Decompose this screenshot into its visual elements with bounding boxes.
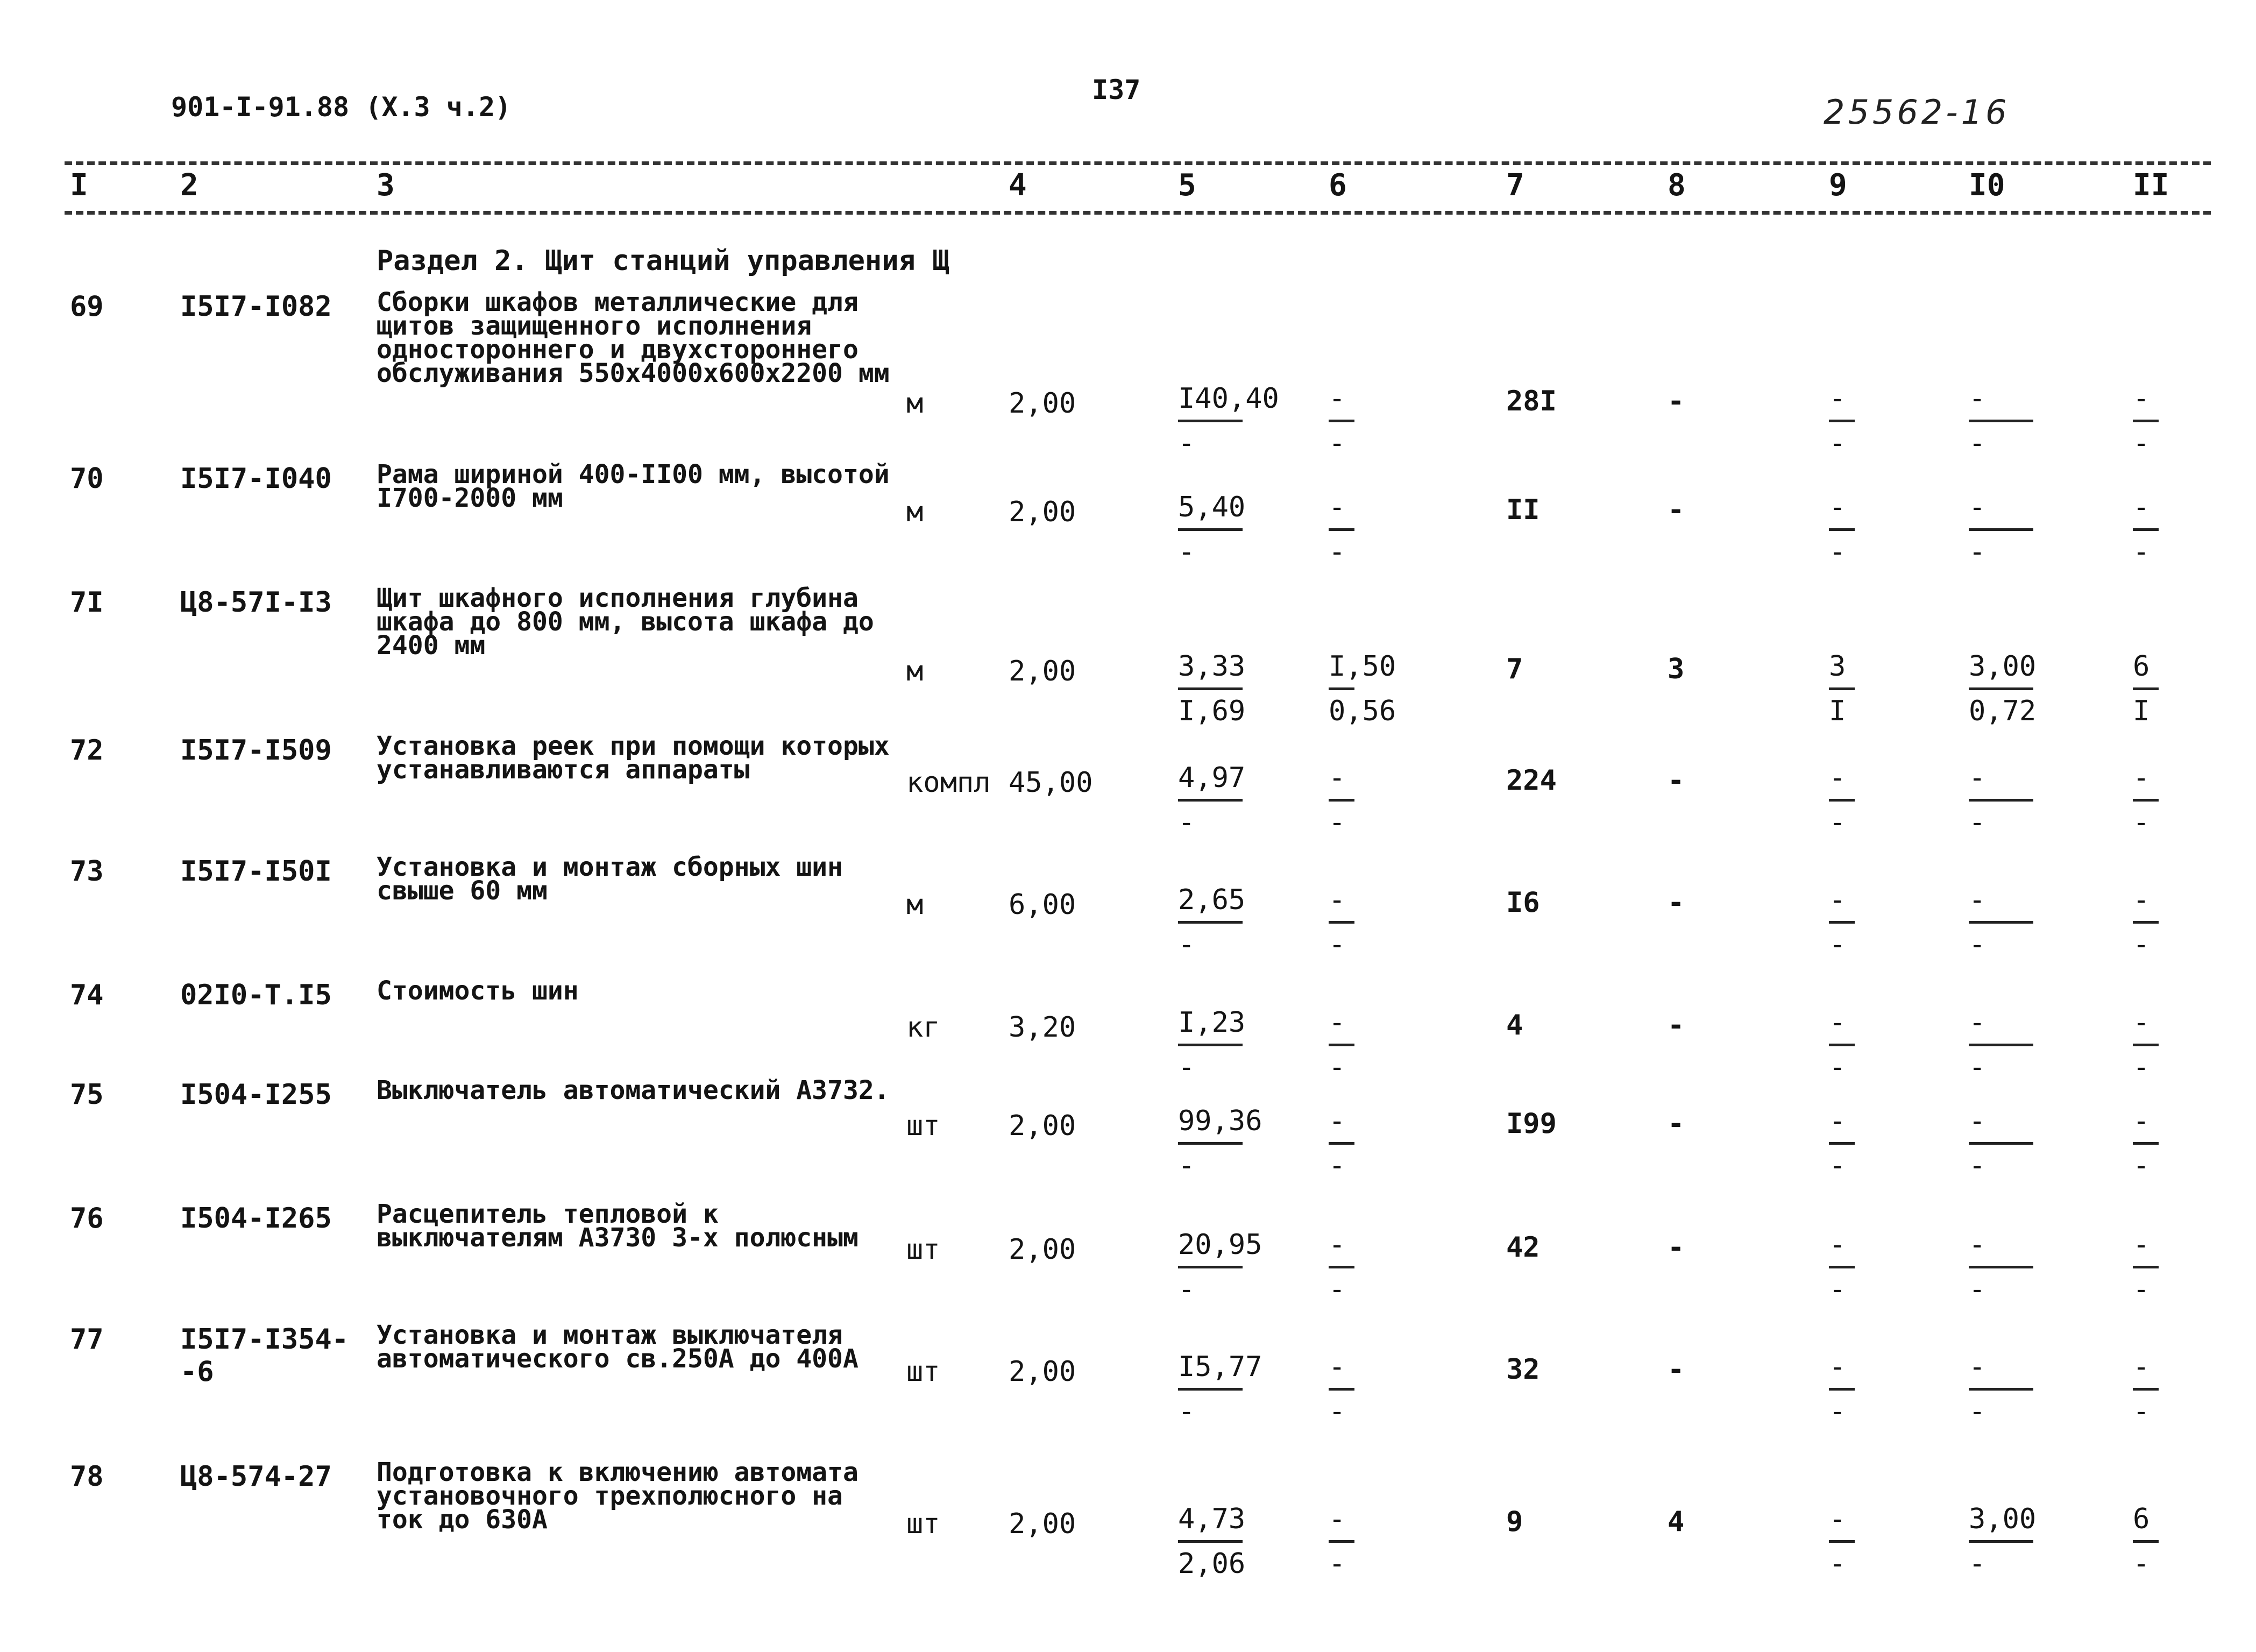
quantity: 2,00	[1009, 1508, 1076, 1540]
section-title: Раздел 2. Щит станций управления Щ	[377, 245, 949, 277]
fraction-numerator: -	[1969, 1351, 1986, 1383]
fraction-bar	[1829, 687, 1855, 690]
fraction-bar	[1329, 528, 1354, 531]
cell-col-7: 32	[1506, 1353, 1540, 1386]
fraction-numerator: 4,73	[1178, 1503, 1246, 1535]
fraction-denominator: -	[1969, 1395, 1986, 1428]
fraction-bar	[1329, 1266, 1354, 1268]
fraction-denominator: -	[1969, 1150, 1986, 1182]
position-number: 7I	[70, 586, 104, 619]
cell-col-7: 7	[1506, 653, 1523, 685]
fraction-denominator: -	[2133, 1273, 2150, 1306]
cell-col-7: I6	[1506, 887, 1540, 919]
work-description: Расцепитель тепловой к выключателям А3730 3-х полюсным	[377, 1199, 859, 1253]
fraction-numerator: -	[1829, 382, 1846, 415]
fraction-bar	[1329, 420, 1354, 422]
fraction-numerator: I5,77	[1178, 1351, 1262, 1383]
quantity: 2,00	[1009, 1356, 1076, 1388]
quantity: 2,00	[1009, 387, 1076, 420]
fraction-bar	[1329, 921, 1354, 924]
fraction-bar	[1829, 1142, 1855, 1145]
fraction-denominator: -	[1829, 1273, 1846, 1306]
fraction-denominator: -	[1969, 928, 1986, 961]
fraction-denominator: 0,56	[1329, 695, 1396, 727]
unit-of-measure: шт	[906, 1233, 940, 1266]
fraction-bar	[1969, 799, 2033, 802]
fraction-denominator: -	[1829, 806, 1846, 839]
cell-col-7: I99	[1506, 1108, 1557, 1140]
cell-col-8: -	[1668, 887, 1685, 919]
fraction-bar	[1969, 1044, 2033, 1046]
fraction-bar	[2133, 1142, 2159, 1145]
fraction-bar	[1178, 1044, 1243, 1046]
fraction-bar	[1969, 528, 2033, 531]
unit-of-measure: м	[906, 387, 924, 420]
fraction-bar	[2133, 1044, 2159, 1046]
work-description: Стоимость шин	[377, 976, 579, 1006]
fraction-cell-c10	[1969, 1502, 2076, 1580]
fraction-numerator: -	[1829, 1503, 1846, 1535]
cell-col-8: -	[1668, 1231, 1685, 1264]
fraction-denominator: -	[1969, 806, 1986, 839]
fraction-cell-c5	[1178, 883, 1286, 961]
fraction-numerator: -	[1969, 762, 1986, 794]
rate-code: 02I0-Т.I5	[180, 979, 332, 1011]
cell-col-8: 3	[1668, 653, 1685, 685]
fraction-cell-c9	[1829, 1006, 1936, 1084]
archive-number: 25562-16	[1824, 93, 2010, 132]
fraction-denominator: -	[1829, 427, 1846, 459]
fraction-numerator: 3,33	[1178, 650, 1246, 683]
work-description: Установка реек при помощи которых устанавливаются аппараты	[377, 731, 890, 785]
fraction-cell-c10	[1969, 491, 2076, 569]
fraction-cell-c10	[1969, 1350, 2076, 1428]
fraction-bar	[1178, 1142, 1243, 1145]
rate-code: I5I7-I082	[180, 290, 332, 323]
fraction-numerator: 6	[2133, 650, 2150, 683]
fraction-cell-c9	[1829, 761, 1936, 839]
cell-col-7: 224	[1506, 764, 1557, 797]
fraction-numerator: -	[1829, 1105, 1846, 1137]
doc-code: 901-I-91.88 (X.3 ч.2)	[171, 91, 512, 123]
column-number: 7	[1506, 168, 1524, 203]
fraction-denominator: I	[2133, 695, 2150, 727]
position-number: 78	[70, 1460, 104, 1493]
fraction-denominator: I,69	[1178, 695, 1246, 727]
fraction-bar	[1329, 1540, 1354, 1543]
fraction-cell-c10	[1969, 1228, 2076, 1306]
rate-code: Ц8-57I-I3	[180, 586, 332, 619]
fraction-bar	[1829, 1044, 1855, 1046]
fraction-denominator: -	[1178, 1395, 1195, 1428]
quantity: 6,00	[1009, 889, 1076, 921]
fraction-denominator: -	[1829, 1548, 1846, 1580]
fraction-denominator: -	[1178, 1051, 1195, 1083]
fraction-cell-c6	[1329, 1350, 1436, 1428]
fraction-denominator: -	[2133, 427, 2150, 459]
cell-col-7: II	[1506, 494, 1540, 526]
unit-of-measure: кг	[906, 1011, 940, 1044]
fraction-denominator: -	[2133, 806, 2150, 839]
fraction-cell-c5	[1178, 1228, 1286, 1306]
quantity: 2,00	[1009, 1233, 1076, 1266]
fraction-numerator: -	[1969, 1105, 1986, 1137]
fraction-bar	[1829, 1388, 1855, 1391]
fraction-numerator: -	[1969, 884, 1986, 916]
fraction-denominator: 2,06	[1178, 1548, 1246, 1580]
fraction-denominator: -	[1829, 1051, 1846, 1083]
fraction-numerator: 6	[2133, 1503, 2150, 1535]
fraction-bar	[1178, 1540, 1243, 1543]
page-number: I37	[1092, 74, 1141, 105]
fraction-bar	[1829, 1266, 1855, 1268]
fraction-numerator: -	[1829, 1351, 1846, 1383]
fraction-cell-c9	[1829, 883, 1936, 961]
fraction-cell-c10	[1969, 883, 2076, 961]
cell-col-8: -	[1668, 764, 1685, 797]
fraction-denominator: -	[2133, 928, 2150, 961]
fraction-denominator: -	[1969, 1548, 1986, 1580]
fraction-denominator: -	[1969, 536, 1986, 568]
fraction-bar	[2133, 528, 2159, 531]
fraction-denominator: -	[2133, 1548, 2150, 1580]
fraction-bar	[1829, 420, 1855, 422]
cell-col-8: -	[1668, 1108, 1685, 1140]
position-number: 77	[70, 1323, 104, 1356]
fraction-numerator: 2,65	[1178, 884, 1246, 916]
work-description: Установка и монтаж сборных шин свыше 60 мм	[377, 852, 843, 906]
fraction-cell-c10	[1969, 761, 2076, 839]
fraction-numerator: -	[1329, 1105, 1346, 1137]
fraction-denominator: -	[1829, 928, 1846, 961]
cell-col-8: -	[1668, 1009, 1685, 1041]
fraction-cell-c6	[1329, 883, 1436, 961]
fraction-bar	[1329, 687, 1354, 690]
fraction-cell-c10	[1969, 1104, 2076, 1182]
rate-code: I5I7-I50I	[180, 855, 332, 888]
fraction-cell-c10	[1969, 1006, 2076, 1084]
fraction-bar	[1329, 799, 1354, 802]
rate-code: I5I7-I040	[180, 463, 332, 495]
fraction-bar	[1969, 420, 2033, 422]
fraction-bar	[1969, 1540, 2033, 1543]
fraction-numerator: -	[2133, 1006, 2150, 1039]
fraction-numerator: -	[2133, 1351, 2150, 1383]
fraction-cell-c5	[1178, 491, 1286, 569]
fraction-numerator: -	[2133, 762, 2150, 794]
unit-of-measure: шт	[906, 1356, 940, 1388]
fraction-numerator: 3	[1829, 650, 1846, 683]
unit-of-measure: компл	[906, 767, 991, 799]
column-number: II	[2133, 168, 2169, 203]
cell-col-7: 4	[1506, 1009, 1523, 1041]
fraction-numerator: 99,36	[1178, 1105, 1262, 1137]
fraction-cell-c5	[1178, 1350, 1286, 1428]
fraction-numerator: -	[2133, 1105, 2150, 1137]
fraction-cell-c9	[1829, 1350, 1936, 1428]
cell-col-7: 28I	[1506, 385, 1557, 417]
fraction-denominator: -	[1969, 427, 1986, 459]
fraction-denominator: 0,72	[1969, 695, 2037, 727]
fraction-numerator: 20,95	[1178, 1229, 1262, 1261]
fraction-denominator: -	[1178, 928, 1195, 961]
fraction-bar	[1969, 921, 2033, 924]
fraction-cell-c5	[1178, 382, 1286, 460]
fraction-numerator: -	[1829, 1229, 1846, 1261]
fraction-bar	[1178, 799, 1243, 802]
column-number: 2	[180, 168, 198, 203]
work-description: Подготовка к включению автомата установочного трехполюсного на ток до 630А	[377, 1457, 859, 1535]
fraction-denominator: -	[1829, 1150, 1846, 1182]
column-number: 8	[1668, 168, 1686, 203]
fraction-bar	[2133, 921, 2159, 924]
fraction-bar	[1329, 1388, 1354, 1391]
fraction-numerator: -	[1329, 382, 1346, 415]
fraction-cell-c9	[1829, 382, 1936, 460]
fraction-numerator: -	[1829, 884, 1846, 916]
rate-code: I504-I255	[180, 1079, 332, 1111]
rate-code: I504-I265	[180, 1202, 332, 1235]
fraction-bar	[1178, 1266, 1243, 1268]
fraction-denominator: -	[1329, 1395, 1346, 1428]
fraction-cell-c6	[1329, 1228, 1436, 1306]
unit-of-measure: м	[906, 496, 924, 528]
fraction-cell-c11	[2133, 1006, 2240, 1084]
fraction-denominator: -	[1178, 806, 1195, 839]
fraction-bar	[1178, 1388, 1243, 1391]
fraction-cell-c5	[1178, 650, 1286, 728]
fraction-numerator: -	[1829, 491, 1846, 523]
work-description: Щит шкафного исполнения глубина шкафа до 800 мм, высота шкафа до 2400 мм	[377, 583, 874, 661]
quantity: 2,00	[1009, 655, 1076, 687]
fraction-bar	[1178, 528, 1243, 531]
fraction-cell-c9	[1829, 650, 1936, 728]
table-top-rule	[65, 161, 2211, 165]
quantity: 2,00	[1009, 1110, 1076, 1142]
fraction-denominator: -	[1178, 427, 1195, 459]
unit-of-measure: м	[906, 889, 924, 921]
fraction-denominator: -	[1329, 806, 1346, 839]
fraction-numerator: I,50	[1329, 650, 1396, 683]
fraction-numerator: -	[2133, 491, 2150, 523]
fraction-bar	[1829, 921, 1855, 924]
fraction-numerator: -	[1329, 762, 1346, 794]
fraction-cell-c5	[1178, 1502, 1286, 1580]
fraction-numerator: -	[1329, 491, 1346, 523]
fraction-denominator: I	[1829, 695, 1846, 727]
fraction-denominator: -	[1329, 1273, 1346, 1306]
fraction-denominator: -	[1829, 1395, 1846, 1428]
fraction-denominator: -	[2133, 1051, 2150, 1083]
fraction-cell-c9	[1829, 1104, 1936, 1182]
fraction-numerator: 3,00	[1969, 650, 2037, 683]
fraction-cell-c11	[2133, 382, 2240, 460]
quantity: 3,20	[1009, 1011, 1076, 1044]
column-number: 4	[1009, 168, 1027, 203]
fraction-bar	[1969, 1388, 2033, 1391]
fraction-numerator: -	[2133, 382, 2150, 415]
fraction-cell-c11	[2133, 761, 2240, 839]
cell-col-7: 9	[1506, 1506, 1523, 1538]
fraction-bar	[1969, 1142, 2033, 1145]
fraction-cell-c9	[1829, 1502, 1936, 1580]
fraction-numerator: -	[1329, 1229, 1346, 1261]
column-number: I0	[1969, 168, 2005, 203]
fraction-numerator: -	[1829, 1006, 1846, 1039]
fraction-cell-c6	[1329, 1502, 1436, 1580]
fraction-bar	[2133, 1266, 2159, 1268]
fraction-denominator: -	[1178, 1150, 1195, 1182]
fraction-bar	[1178, 687, 1243, 690]
fraction-numerator: -	[2133, 884, 2150, 916]
fraction-denominator: -	[1329, 1548, 1346, 1580]
fraction-denominator: -	[1329, 1150, 1346, 1182]
fraction-cell-c6	[1329, 650, 1436, 728]
fraction-bar	[2133, 1388, 2159, 1391]
fraction-cell-c6	[1329, 1006, 1436, 1084]
rate-code: Ц8-574-27	[180, 1460, 332, 1493]
fraction-bar	[2133, 799, 2159, 802]
cell-col-8: 4	[1668, 1506, 1685, 1538]
fraction-cell-c11	[2133, 1350, 2240, 1428]
fraction-cell-c5	[1178, 1006, 1286, 1084]
fraction-numerator: -	[1829, 762, 1846, 794]
fraction-bar	[1329, 1142, 1354, 1145]
work-description: Рама шириной 400-II00 мм, высотой I700-2000 мм	[377, 459, 890, 513]
position-number: 72	[70, 734, 104, 767]
fraction-denominator: -	[1329, 536, 1346, 568]
fraction-denominator: -	[1178, 536, 1195, 568]
position-number: 70	[70, 463, 104, 495]
fraction-numerator: -	[1969, 1006, 1986, 1039]
fraction-numerator: I,23	[1178, 1006, 1246, 1039]
fraction-cell-c6	[1329, 491, 1436, 569]
column-number: I	[70, 168, 88, 203]
fraction-cell-c11	[2133, 491, 2240, 569]
fraction-bar	[1178, 420, 1243, 422]
fraction-cell-c11	[2133, 1502, 2240, 1580]
fraction-denominator: -	[1329, 1051, 1346, 1083]
fraction-denominator: -	[1329, 928, 1346, 961]
fraction-cell-c5	[1178, 1104, 1286, 1182]
fraction-cell-c11	[2133, 1104, 2240, 1182]
fraction-numerator: -	[1329, 1351, 1346, 1383]
rate-code: I5I7-I354- -6	[180, 1323, 349, 1388]
position-number: 76	[70, 1202, 104, 1235]
fraction-cell-c11	[2133, 650, 2240, 728]
position-number: 74	[70, 979, 104, 1011]
fraction-cell-c9	[1829, 1228, 1936, 1306]
fraction-cell-c11	[2133, 883, 2240, 961]
fraction-cell-c10	[1969, 650, 2076, 728]
fraction-denominator: -	[2133, 1395, 2150, 1428]
position-number: 73	[70, 855, 104, 888]
fraction-numerator: -	[2133, 1229, 2150, 1261]
fraction-cell-c9	[1829, 491, 1936, 569]
work-description: Сборки шкафов металлические для щитов защищенного исполнения одностороннего и двухстороннего обслуживания 550х4000х600х2200 мм	[377, 287, 890, 388]
fraction-numerator: -	[1329, 884, 1346, 916]
rate-code: I5I7-I509	[180, 734, 332, 767]
fraction-cell-c11	[2133, 1228, 2240, 1306]
fraction-bar	[1829, 799, 1855, 802]
fraction-cell-c6	[1329, 382, 1436, 460]
column-number: 9	[1829, 168, 1847, 203]
quantity: 2,00	[1009, 496, 1076, 528]
fraction-numerator: I40,40	[1178, 382, 1279, 415]
fraction-numerator: 5,40	[1178, 491, 1246, 523]
fraction-bar	[1829, 1540, 1855, 1543]
fraction-bar	[2133, 1540, 2159, 1543]
cell-col-8: -	[1668, 385, 1685, 417]
fraction-denominator: -	[1178, 1273, 1195, 1306]
column-number: 3	[377, 168, 395, 203]
fraction-bar	[1969, 1266, 2033, 1268]
fraction-numerator: -	[1969, 491, 1986, 523]
fraction-numerator: -	[1969, 382, 1986, 415]
table-header-rule	[65, 211, 2211, 215]
fraction-cell-c6	[1329, 1104, 1436, 1182]
unit-of-measure: шт	[906, 1110, 940, 1142]
fraction-bar	[2133, 420, 2159, 422]
fraction-denominator: -	[2133, 1150, 2150, 1182]
fraction-denominator: -	[1329, 427, 1346, 459]
fraction-cell-c6	[1329, 761, 1436, 839]
fraction-cell-c10	[1969, 382, 2076, 460]
fraction-numerator: 3,00	[1969, 1503, 2037, 1535]
cell-col-8: -	[1668, 1353, 1685, 1386]
work-description: Установка и монтаж выключателя автоматического св.250А до 400А	[377, 1320, 859, 1374]
fraction-numerator: -	[1329, 1006, 1346, 1039]
fraction-bar	[1329, 1044, 1354, 1046]
cell-col-7: 42	[1506, 1231, 1540, 1264]
fraction-denominator: -	[1969, 1273, 1986, 1306]
fraction-numerator: -	[1969, 1229, 1986, 1261]
fraction-denominator: -	[1829, 536, 1846, 568]
column-number: 6	[1329, 168, 1347, 203]
cell-col-8: -	[1668, 494, 1685, 526]
fraction-bar	[1178, 921, 1243, 924]
quantity: 45,00	[1009, 767, 1093, 799]
unit-of-measure: шт	[906, 1508, 940, 1540]
position-number: 75	[70, 1079, 104, 1111]
position-number: 69	[70, 290, 104, 323]
unit-of-measure: м	[906, 655, 924, 687]
fraction-cell-c5	[1178, 761, 1286, 839]
fraction-numerator: 4,97	[1178, 762, 1246, 794]
fraction-denominator: -	[1969, 1051, 1986, 1083]
fraction-bar	[1829, 528, 1855, 531]
fraction-denominator: -	[2133, 536, 2150, 568]
fraction-bar	[2133, 687, 2159, 690]
work-description: Выключатель автоматический А3732.	[377, 1075, 890, 1105]
fraction-bar	[1969, 687, 2033, 690]
column-number: 5	[1178, 168, 1196, 203]
fraction-numerator: -	[1329, 1503, 1346, 1535]
